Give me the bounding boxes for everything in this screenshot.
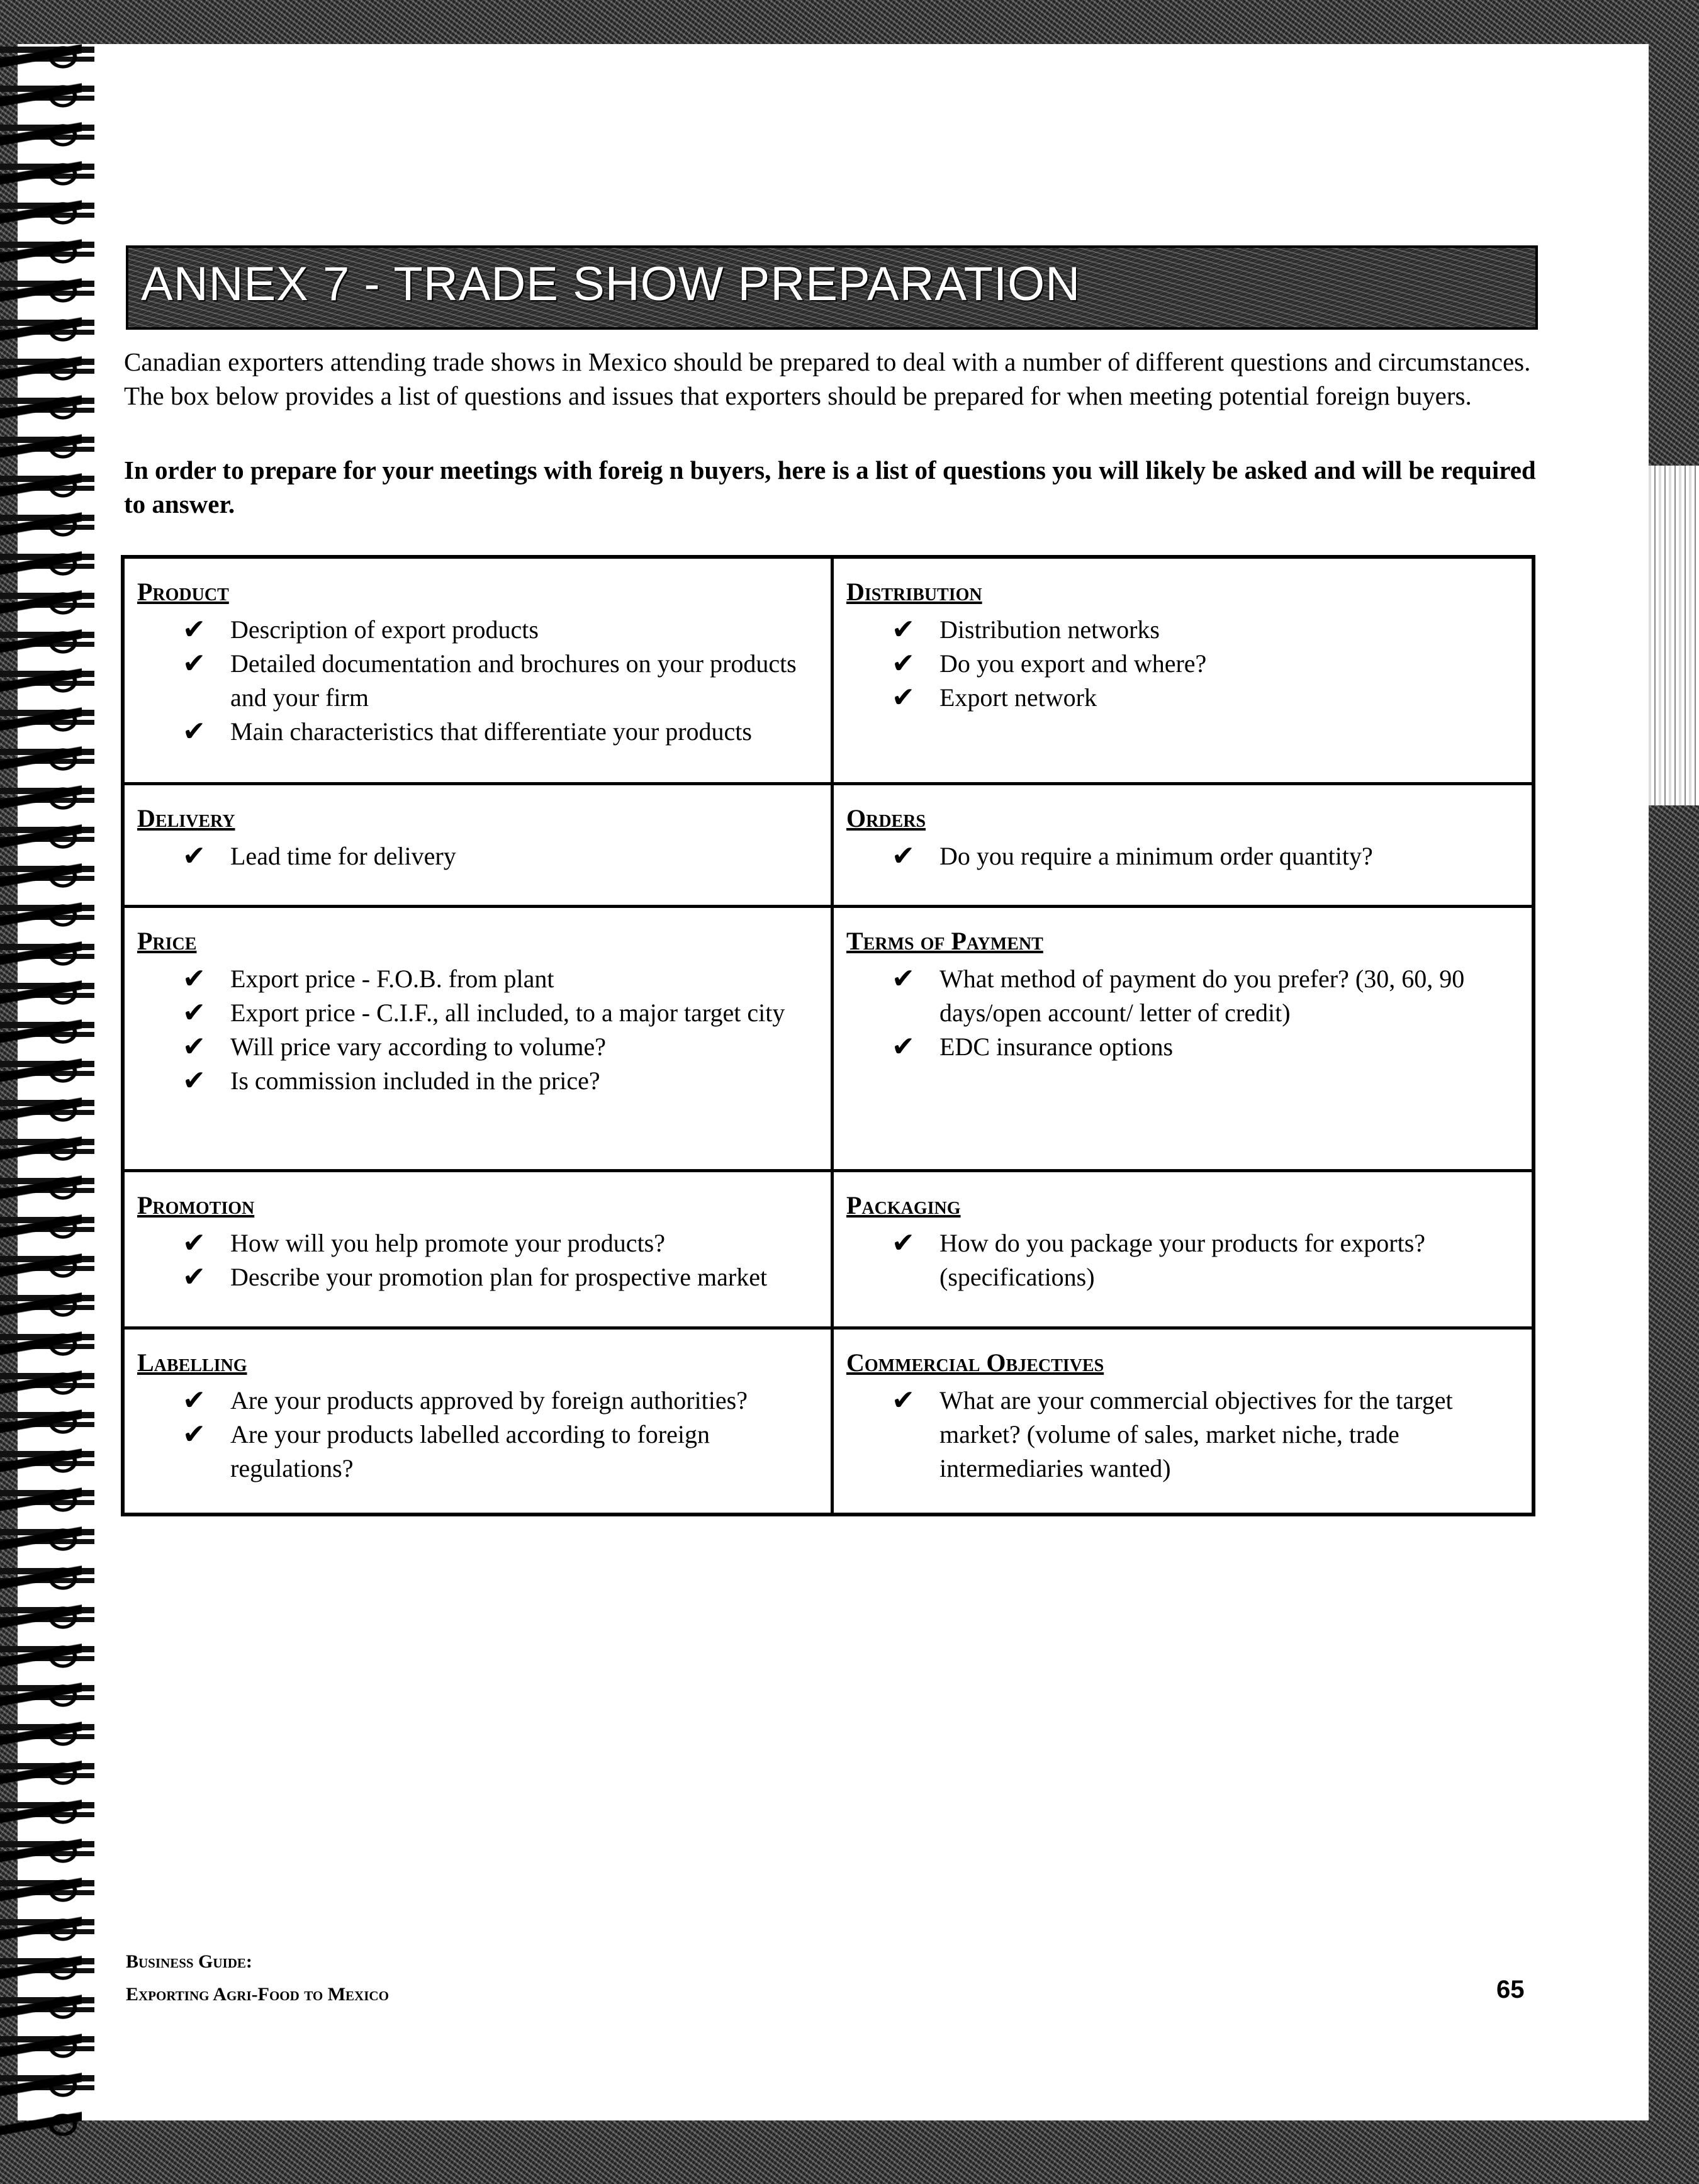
checklist-item-text: EDC insurance options bbox=[939, 1033, 1174, 1061]
section-heading: Terms of Payment bbox=[846, 927, 1043, 955]
section-cell bbox=[125, 908, 831, 1169]
binding-coil bbox=[0, 350, 82, 389]
intro-paragraph: Canadian exporters attending trade shows in Mexico should be prepared to deal with a number of different questions and circumstances. The box below provides a list of questions and issues that exporters should be prepared for when meeting potential foreign buyers. bbox=[124, 347, 1531, 410]
checklist-item-text: Description of export products bbox=[230, 615, 539, 644]
binding-coil bbox=[0, 155, 82, 194]
binding-coil bbox=[0, 1754, 82, 1793]
binding-coil bbox=[0, 818, 82, 857]
section-cell bbox=[834, 785, 1532, 905]
checklist-item-text: What are your commercial objectives for the target market? (volume of sales, market niche, trade intermediaries wanted) bbox=[939, 1386, 1453, 1482]
binding-coil bbox=[0, 1013, 82, 1052]
section-heading: Orders bbox=[846, 804, 926, 832]
binding-coil bbox=[0, 1715, 82, 1754]
checklist-item-text: Is commission included in the price? bbox=[230, 1067, 600, 1095]
checkmark-icon: ✔ bbox=[182, 715, 206, 748]
checklist-item bbox=[846, 1030, 1524, 1064]
section-heading: Product bbox=[137, 578, 229, 606]
binding-coil bbox=[0, 545, 82, 584]
binding-coil bbox=[0, 116, 82, 155]
checklist-item bbox=[137, 1384, 823, 1418]
binding-coil bbox=[0, 1910, 82, 1949]
checklist-item-text: Export price - F.O.B. from plant bbox=[230, 965, 554, 993]
checklist-item-text: Are your products approved by foreign authorities? bbox=[230, 1386, 748, 1414]
binding-coil bbox=[0, 2027, 82, 2066]
checkmark-icon: ✔ bbox=[892, 1384, 915, 1416]
title-banner bbox=[126, 245, 1538, 330]
spiral-binding bbox=[0, 38, 94, 2114]
checklist-item bbox=[137, 1030, 823, 1064]
binding-coil bbox=[0, 1481, 82, 1520]
section-cell bbox=[834, 559, 1532, 782]
checkmark-icon: ✔ bbox=[182, 1261, 206, 1293]
checklist-item-text: Are your products labelled according to foreign regulations? bbox=[230, 1420, 710, 1482]
checklist-item bbox=[846, 1384, 1524, 1486]
checklist-item bbox=[846, 1226, 1524, 1294]
binding-coil bbox=[0, 1247, 82, 1286]
checklist-item-text: Detailed documentation and brochures on your products and your firm bbox=[230, 649, 797, 712]
section-cell bbox=[834, 1172, 1532, 1326]
section-heading: Price bbox=[137, 927, 197, 955]
checklist-item bbox=[137, 1418, 823, 1486]
checkmark-icon: ✔ bbox=[182, 1065, 206, 1097]
checkmark-icon: ✔ bbox=[182, 997, 206, 1029]
checklist-item bbox=[846, 962, 1524, 1030]
checklist bbox=[846, 962, 1524, 1064]
checkmark-icon: ✔ bbox=[892, 963, 915, 995]
binding-coil bbox=[0, 740, 82, 779]
checklist-item-text: Describe your promotion plan for prospective market bbox=[230, 1263, 768, 1291]
footer bbox=[126, 1946, 389, 2011]
checklist bbox=[846, 1384, 1524, 1486]
checkmark-icon: ✔ bbox=[892, 681, 915, 714]
checkmark-icon: ✔ bbox=[182, 840, 206, 872]
binding-coil bbox=[0, 1832, 82, 1871]
binding-coil bbox=[0, 857, 82, 896]
checklist bbox=[137, 613, 823, 749]
checklist bbox=[846, 839, 1524, 873]
binding-coil bbox=[0, 1949, 82, 1988]
checklist-item bbox=[137, 715, 823, 749]
checklist-item-text: How do you package your products for exports? (specifications) bbox=[939, 1229, 1426, 1291]
checkmark-icon: ✔ bbox=[892, 1031, 915, 1063]
scan-edge-strip bbox=[1649, 466, 1699, 805]
binding-coil bbox=[0, 2105, 82, 2144]
page-title: ANNEX 7 - TRADE SHOW PREPARATION bbox=[141, 257, 1081, 311]
checkmark-icon: ✔ bbox=[182, 1418, 206, 1450]
binding-coil bbox=[0, 1403, 82, 1442]
checklist-item-text: Main characteristics that differentiate your products bbox=[230, 717, 752, 746]
checklist bbox=[137, 962, 823, 1098]
checklist bbox=[846, 1226, 1524, 1294]
section-heading: Delivery bbox=[137, 804, 235, 832]
section-heading: Commercial Objectives bbox=[846, 1348, 1104, 1377]
checkmark-icon: ✔ bbox=[182, 1227, 206, 1259]
checklist-item bbox=[137, 839, 823, 873]
checklist-item bbox=[137, 613, 823, 647]
checkmark-icon: ✔ bbox=[892, 840, 915, 872]
binding-coil bbox=[0, 1364, 82, 1403]
binding-coil bbox=[0, 1325, 82, 1364]
binding-coil bbox=[0, 1637, 82, 1676]
section-heading: Distribution bbox=[846, 578, 982, 606]
binding-coil bbox=[0, 77, 82, 116]
section-cell bbox=[125, 1172, 831, 1326]
checklist-item bbox=[846, 681, 1524, 715]
binding-coil bbox=[0, 1871, 82, 1910]
binding-coil bbox=[0, 38, 82, 77]
checkmark-icon: ✔ bbox=[182, 963, 206, 995]
checklist-item bbox=[137, 647, 823, 715]
footer-line-1: Business Guide: bbox=[126, 1951, 252, 1972]
binding-coil bbox=[0, 1091, 82, 1130]
binding-coil bbox=[0, 974, 82, 1013]
binding-coil bbox=[0, 428, 82, 467]
checklist-item bbox=[846, 647, 1524, 681]
section-cell bbox=[125, 559, 831, 782]
checklist bbox=[137, 839, 823, 873]
checklist-item bbox=[846, 613, 1524, 647]
checkmark-icon: ✔ bbox=[182, 613, 206, 646]
checklist bbox=[137, 1384, 823, 1486]
checklist-item bbox=[137, 1064, 823, 1098]
binding-coil bbox=[0, 1208, 82, 1247]
binding-coil bbox=[0, 935, 82, 974]
checklist-item-text: Distribution networks bbox=[939, 615, 1160, 644]
checklist-item-text: What method of payment do you prefer? (30, 60, 90 days/open account/ letter of credit) bbox=[939, 965, 1465, 1027]
section-cell bbox=[834, 908, 1532, 1169]
checklist-item-text: Lead time for delivery bbox=[230, 842, 456, 870]
binding-coil bbox=[0, 194, 82, 233]
checklist bbox=[137, 1226, 823, 1294]
binding-coil bbox=[0, 1676, 82, 1715]
question-grid bbox=[121, 555, 1535, 1516]
binding-coil bbox=[0, 233, 82, 272]
section-cell bbox=[125, 1330, 831, 1518]
binding-coil bbox=[0, 1559, 82, 1598]
binding-coil bbox=[0, 662, 82, 701]
binding-coil bbox=[0, 311, 82, 350]
checkmark-icon: ✔ bbox=[182, 1031, 206, 1063]
binding-coil bbox=[0, 1052, 82, 1091]
checkmark-icon: ✔ bbox=[892, 1227, 915, 1259]
checklist-item-text: Do you require a minimum order quantity? bbox=[939, 842, 1373, 870]
checklist-item bbox=[137, 996, 823, 1030]
section-heading: Labelling bbox=[137, 1348, 247, 1377]
checklist-item-text: Do you export and where? bbox=[939, 649, 1207, 678]
binding-coil bbox=[0, 779, 82, 818]
binding-coil bbox=[0, 1169, 82, 1208]
section-heading: Promotion bbox=[137, 1191, 255, 1219]
footer-line-2: Exporting Agri-Food to Mexico bbox=[126, 1984, 389, 2005]
page-number: 65 bbox=[1496, 1976, 1525, 2003]
checklist-item bbox=[137, 1226, 823, 1260]
binding-coil bbox=[0, 1793, 82, 1832]
binding-coil bbox=[0, 506, 82, 545]
binding-coil bbox=[0, 896, 82, 935]
checklist-item-text: Export network bbox=[939, 683, 1097, 712]
binding-coil bbox=[0, 389, 82, 428]
binding-coil bbox=[0, 272, 82, 311]
checklist-item bbox=[137, 962, 823, 996]
checklist-item-text: How will you help promote your products? bbox=[230, 1229, 665, 1257]
binding-coil bbox=[0, 1988, 82, 2027]
checkmark-icon: ✔ bbox=[892, 613, 915, 646]
checkmark-icon: ✔ bbox=[892, 647, 915, 680]
binding-coil bbox=[0, 2066, 82, 2105]
checkmark-icon: ✔ bbox=[182, 647, 206, 680]
binding-coil bbox=[0, 1442, 82, 1481]
checklist bbox=[846, 613, 1524, 715]
binding-coil bbox=[0, 1286, 82, 1325]
checklist-item bbox=[137, 1260, 823, 1294]
intro-bold-paragraph: In order to prepare for your meetings with foreig n buyers, here is a list of questions you will likely be asked and will be required to answer. bbox=[124, 456, 1536, 518]
binding-coil bbox=[0, 1520, 82, 1559]
section-heading: Packaging bbox=[846, 1191, 961, 1219]
checklist-item-text: Will price vary according to volume? bbox=[230, 1033, 607, 1061]
binding-coil bbox=[0, 701, 82, 740]
section-cell bbox=[834, 1330, 1532, 1518]
section-cell bbox=[125, 785, 831, 905]
binding-coil bbox=[0, 467, 82, 506]
binding-coil bbox=[0, 1130, 82, 1169]
binding-coil bbox=[0, 623, 82, 662]
binding-coil bbox=[0, 584, 82, 623]
binding-coil bbox=[0, 1598, 82, 1637]
checkmark-icon: ✔ bbox=[182, 1384, 206, 1416]
checklist-item-text: Export price - C.I.F., all included, to a major target city bbox=[230, 999, 785, 1027]
checklist-item bbox=[846, 839, 1524, 873]
